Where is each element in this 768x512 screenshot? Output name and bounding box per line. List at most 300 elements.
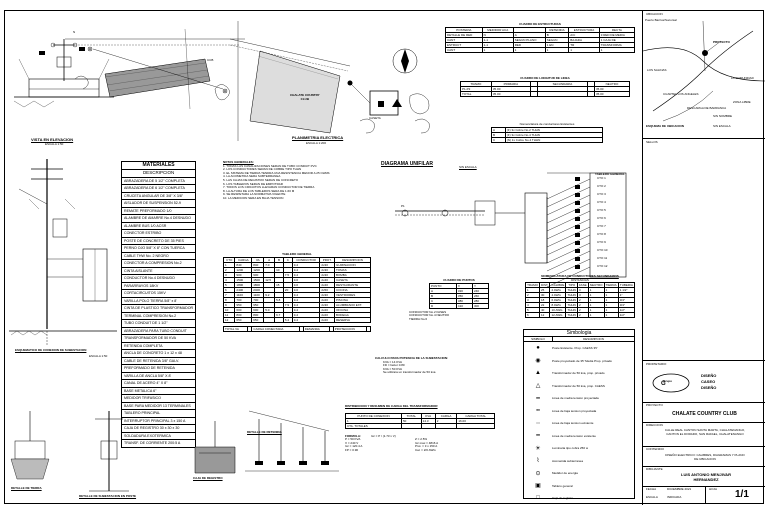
estructuras-header: RECTA xyxy=(599,27,634,32)
nomen2-cell: 4 xyxy=(526,303,540,308)
nomen2-header: NEUTRO xyxy=(589,283,603,288)
material-item: CINTA AISLANTE xyxy=(122,267,196,275)
tablero-cell: CASETA xyxy=(334,277,370,282)
legend-text: Medidor de energia xyxy=(552,471,578,476)
circuit-label: CTO 9 xyxy=(597,240,606,244)
club-plan-drawing xyxy=(230,21,440,151)
nomen2-cell: 1 xyxy=(588,308,604,313)
tablero-cell: PISCINA xyxy=(334,297,370,302)
tablero-cell: 1200 xyxy=(235,267,252,272)
material-item: ANCLA DE CONCRETO 1 x 12 x 48 xyxy=(122,350,196,358)
breaker-icon xyxy=(575,249,580,253)
nomen2-cell: THHN xyxy=(567,313,576,318)
fecha-hoja-area xyxy=(643,487,765,504)
tablero-cell: 5.4 xyxy=(283,317,292,322)
materials-row xyxy=(122,222,196,230)
tablero-cell: 2 xyxy=(224,267,235,272)
circuit-label: CTO 7 xyxy=(597,224,606,228)
map-place-label: SIN NOMBRE xyxy=(713,114,733,118)
dist-cell: 2 xyxy=(435,418,457,423)
estructuras-cell: 1 xyxy=(545,47,569,52)
map-place-label: ZONA LIBRE xyxy=(733,100,751,104)
tablero-footer-label: CARGA CONECTADA xyxy=(252,326,299,331)
nomen2-header: CALIBRE xyxy=(551,283,565,288)
formula-var: V = 240 V xyxy=(345,440,359,445)
contenido-area xyxy=(643,447,765,467)
tablero-cell: 2x30 xyxy=(320,272,335,277)
estructuras-cell: DETALLE DE RED xyxy=(446,32,483,37)
legend-symbol-icon: ▲ xyxy=(535,370,541,377)
nomen2-subtitle: DISTANCIAS xyxy=(571,277,589,282)
legend-row xyxy=(524,342,634,355)
map-place-label: LA COMUNIDAD xyxy=(731,76,754,80)
circuit-branch xyxy=(547,251,590,271)
estructuras-cell: 1-1 xyxy=(482,37,513,42)
calc-line: KVA = 14 KVA xyxy=(383,359,402,364)
estructuras-cell: 1 CAJA DE xyxy=(599,37,634,42)
longitud-cell: 35.00 xyxy=(491,86,530,91)
material-item: TUBO CONDUIT DE 1 1/2" xyxy=(122,320,196,328)
calculo-title: CALCULO PARA POTENCIA DE LA SUBESTACION: xyxy=(375,356,449,360)
materials-row xyxy=(122,282,196,290)
legend-row xyxy=(524,492,634,505)
tablero-cell: 3-4 xyxy=(292,272,320,277)
dibujante-label: DIBUJANTE xyxy=(646,467,663,471)
longitud-cell: 35.00 xyxy=(594,91,629,96)
puntos-cell: 240 xyxy=(472,288,488,293)
materials-row xyxy=(122,342,196,350)
material-item: ALAMBRE BUS 1/0 ACSR xyxy=(122,222,196,230)
club-name: CHALATE COUNTRY CLUB xyxy=(290,93,320,101)
legend-row xyxy=(524,355,634,368)
tablero-cell: 800 xyxy=(252,312,264,317)
esquematico-view xyxy=(9,159,117,359)
map-place-label: LOS SALINAS xyxy=(647,68,667,72)
fecha-value: DICIEMBRE 2021 xyxy=(667,487,692,491)
tablero-header: VA xyxy=(252,257,264,262)
materials-row xyxy=(122,275,196,283)
nomen2-cell: 1 1/2" xyxy=(618,288,634,293)
material-item: MEDIDOR TRIFASICO xyxy=(122,395,196,403)
estructuras-header: RETENIDA xyxy=(545,27,569,32)
breaker-icon xyxy=(575,233,580,237)
company-sub: DISEÑO CASEO DISEÑO xyxy=(701,373,717,390)
dist-cell: 14.3 xyxy=(421,418,435,423)
legend-text: Linea de media tension proyectada xyxy=(552,396,599,401)
circuit-branch xyxy=(547,211,590,231)
planimetria-title: PLANIMETRIA ELECTRICA xyxy=(292,135,344,140)
notes-block xyxy=(223,161,343,201)
materials-row xyxy=(122,252,196,260)
nomen2-cell: 18 xyxy=(540,298,550,303)
puntos-cell: 380 xyxy=(456,298,472,303)
longitud-header: NEUTRO xyxy=(594,81,629,86)
details-area xyxy=(9,401,343,501)
drawing-sheet xyxy=(4,10,764,504)
puntos-cell: 300 xyxy=(472,303,488,308)
formula-var: FP = 0.90 xyxy=(345,447,359,452)
materials-row xyxy=(122,185,196,193)
note-line: 3. EL SISTEMA DE TIERRA TENDRA UNA RESISTENCIA MENOR A 25 OHMS xyxy=(223,170,330,175)
distribucion-block xyxy=(345,405,517,453)
tablero-cell: 2x50 xyxy=(320,287,335,292)
dist-header: CARGA TOTAL xyxy=(457,413,495,418)
material-item: ABRAZADERA DE 6 1/2" COMPLETA xyxy=(122,185,196,193)
longitud-cell: P1-P2 xyxy=(461,86,492,91)
material-item: ABRAZADERA DE 5 1/2" COMPLETA xyxy=(122,177,196,185)
breaker-icon xyxy=(575,209,580,213)
nomen2-cell: THHN xyxy=(567,303,576,308)
note-line: 6. LOS TABLEROS SERAN DE EMPOTRAR xyxy=(223,181,283,186)
material-item: CORTACIRCUITOS 15KV xyxy=(122,290,196,298)
nomen2-cell: 3/4" xyxy=(618,298,634,303)
estructuras-cell: CANT xyxy=(446,37,483,42)
legend-text: Poste proyectado de 35' Media Prop. privado xyxy=(552,358,612,363)
materials-row xyxy=(122,365,196,373)
nomen2-cell: 6 xyxy=(526,313,540,318)
company-name: Grupo xyxy=(663,379,672,383)
puntos-cell: 280 xyxy=(472,298,488,303)
estructuras-cell: N xyxy=(482,32,513,37)
formula-var: Z = 2.5% xyxy=(415,437,428,442)
ccb-label: CCB xyxy=(207,58,214,62)
material-item: VARILLA DE ANCLA 5/8" X 8' xyxy=(122,372,196,380)
note-line: 1. TODAS LAS CANALIZACIONES SERAN DE TUBO CONDUIT PVC xyxy=(223,163,317,168)
legend-text: Tablero general xyxy=(552,483,573,488)
table-row xyxy=(492,137,603,142)
nomen2-cell: 1 xyxy=(604,293,618,298)
nomen2-header: FASE xyxy=(578,283,587,288)
tablero-cell: 6 xyxy=(224,287,235,292)
legend-text: Acometida subterranea xyxy=(552,458,584,463)
legend-row xyxy=(524,442,634,455)
estructuras-cell: CANT xyxy=(446,47,483,52)
nomen2-title: NOMENCLATURA DE CONDUCTORES SECUNDARIOS xyxy=(541,274,619,278)
material-item: CONECTOR ESTRIBO xyxy=(122,230,196,238)
formula-var: Cal. = 2/0 AWG xyxy=(415,447,436,452)
title-block xyxy=(642,11,765,505)
materials-row xyxy=(122,335,196,343)
material-item: BASE METALICA 6" xyxy=(122,387,196,395)
tablero-cell: VESTIDORES xyxy=(334,292,370,297)
puntos-note: CONDUCTOR No.4 NEUTRO xyxy=(409,313,450,318)
tablero-cell: 600 xyxy=(235,307,252,312)
tablero-cell: 2x40 xyxy=(320,282,335,287)
location-label: UBICACION xyxy=(646,12,663,16)
legend-row xyxy=(524,367,634,380)
materials-row xyxy=(122,327,196,335)
nomen2-header: DIST. xyxy=(541,283,549,288)
tablero-cell: 12 xyxy=(224,317,235,322)
circuit-branch xyxy=(547,235,590,255)
nomen2-cell: 2 xyxy=(577,308,588,313)
club-plan xyxy=(230,21,440,151)
circuit-branch xyxy=(547,203,590,223)
legend-text: Linea de baja tension existente xyxy=(552,421,594,426)
legend-text: Linea de baja tension proyectada xyxy=(552,408,597,413)
site-plan xyxy=(65,19,245,139)
tablero-header: CONDUCTOR xyxy=(292,257,320,262)
note-line: 7. TODOS LOS CIRCUITOS LLEVARAN CONDUCTOR DE TIERRA xyxy=(223,185,315,190)
note-line: 2. LOS CONDUCTORES SERAN DE COBRE TIPO THHN xyxy=(223,167,302,172)
circuit-label: CTO 12 xyxy=(597,264,608,268)
legend-row xyxy=(524,467,634,480)
tablero-cell: 1200 xyxy=(252,267,264,272)
nomen2-cell: 4 AWG xyxy=(550,293,566,298)
longitud-cell: 35.00 xyxy=(491,91,530,96)
materials-row xyxy=(122,260,196,268)
materials-row xyxy=(122,297,196,305)
estructuras-cell: A/C xyxy=(569,32,599,37)
esquematico-drawing xyxy=(9,159,117,349)
tablero-cell: 5 xyxy=(224,282,235,287)
longitud-cell xyxy=(530,91,537,96)
diagram-title: DIAGRAMA UNIFILAR xyxy=(381,161,434,167)
nomen2-cell: 2 xyxy=(577,303,588,308)
legend-row xyxy=(524,405,634,418)
tablero-cell: 6.7 xyxy=(275,312,284,317)
note-line: 5. LAS CAJAS DE REGISTRO SERAN DE CONCRETO xyxy=(223,177,299,182)
tablero-cell: 3-4 xyxy=(292,317,320,322)
proyecto-name: CHALATE COUNTRY CLUB xyxy=(672,411,737,417)
legend-row xyxy=(524,417,634,430)
nomen2-cell: THHN xyxy=(567,288,576,293)
nomen2-cell: 3 xyxy=(577,293,588,298)
tablero-cell: 3-4 xyxy=(292,262,320,267)
puntos-cell: 410 xyxy=(456,303,472,308)
map-place-label: DESCARGA DE BARRANCA xyxy=(687,106,727,110)
tablero-cell: 2x20 xyxy=(320,312,335,317)
tablero-header: B xyxy=(275,257,284,262)
nomen2-table xyxy=(525,275,635,318)
longitud-header: SECUNDARIA xyxy=(537,81,588,86)
table-row xyxy=(446,47,635,52)
materials-row xyxy=(122,192,196,200)
nomen1-cell: (F) 3x Cobre No.4 THHN xyxy=(505,132,602,137)
estructuras-cell: 1 xyxy=(513,47,545,52)
formula-var: Prot. = 3 x 150 A xyxy=(415,444,438,449)
tablero-header: DESCRIPCION xyxy=(334,257,370,262)
sellos-area xyxy=(643,139,765,361)
nomen2-cell: 2 xyxy=(577,298,588,303)
longitud-table xyxy=(460,77,630,97)
materials-row xyxy=(122,207,196,215)
tablero-cell: 650 xyxy=(235,317,252,322)
nomen2-cell: 3 xyxy=(526,298,540,303)
nomen2-cell: 1 xyxy=(604,308,618,313)
legend-text: Linea de media tension existente xyxy=(552,433,596,438)
tablero-header: CARGA xyxy=(235,257,252,262)
legend-symbol-icon: △ xyxy=(535,383,541,390)
tablero-cell: 2x30 xyxy=(320,262,335,267)
puntos-cell: 260 xyxy=(472,293,488,298)
vista-scale: ESCALA 1:50 xyxy=(45,142,64,146)
tablero-cell: 1100 xyxy=(252,292,264,297)
dist-total-label: CTA. TOTALES xyxy=(346,423,402,428)
propietario-area xyxy=(643,361,765,403)
materials-row xyxy=(122,290,196,298)
tablero-cell: RESTAURANTE xyxy=(334,282,370,287)
legend-symbol-icon: ╍ xyxy=(536,408,540,415)
estructuras-cell: TR xyxy=(569,42,599,47)
legend-text: Transformador de 50 kva, prop. privado xyxy=(552,371,605,376)
material-item: PARARRAYOS 18KV xyxy=(122,282,196,290)
dist-header: KVA xyxy=(421,413,435,418)
circuit-label: CTO 2 xyxy=(597,184,606,188)
nomen2-cell: 5 xyxy=(526,308,540,313)
materials-row xyxy=(122,200,196,208)
estructuras-cell: A xyxy=(513,32,545,37)
diagram-scale: SIN ESCALA xyxy=(459,165,477,169)
tablero-cell: 5.0 xyxy=(264,307,275,312)
estructuras-cell: ESTRUCT xyxy=(446,42,483,47)
propietario-label: PROPIETARIO xyxy=(646,362,667,366)
tablero-cell: BOMBA xyxy=(334,272,370,277)
legend-row xyxy=(524,392,634,405)
tablero-header: A xyxy=(264,257,275,262)
estructuras-header: MEDIDOR ACA xyxy=(482,27,513,32)
legend-row xyxy=(524,480,634,493)
circuit-label: CTO 10 xyxy=(597,248,608,252)
nomen2-cell: 1 xyxy=(604,288,618,293)
nomen2-cell: 1/2" xyxy=(618,308,634,313)
nomen2-cell: 3 xyxy=(577,288,588,293)
tablero-cell: 2x20 xyxy=(320,307,335,312)
tablero-cell: 2x40 xyxy=(320,277,335,282)
tablero-cell: 700 xyxy=(252,297,264,302)
puntos-cell: A xyxy=(430,288,457,293)
legend-row xyxy=(524,430,634,443)
tablero-cell: 1800 xyxy=(252,282,264,287)
planimetria-scale: ESCALA 1:200 xyxy=(306,141,327,145)
materials-row xyxy=(122,372,196,380)
material-item: CINTA DE PLASTICO TRANSFORMADOR xyxy=(122,305,196,313)
tablero-cell: 1100 xyxy=(235,292,252,297)
nomen1-cell: A xyxy=(492,127,506,132)
estructuras-cell: 1 xyxy=(569,47,599,52)
nomen1-cell: (F) 3x Cobre No.2 THHN xyxy=(505,127,602,132)
materials-row xyxy=(122,350,196,358)
notes-title: NOTAS GENERALES: xyxy=(223,160,254,164)
tablero-cell: 950 xyxy=(235,302,252,307)
nomen2-header: TIERRA xyxy=(605,283,617,288)
proyecto-area xyxy=(643,403,765,423)
material-item: BASE PARA MEDIDOR 13 TERMINALES xyxy=(122,402,196,410)
tablero-cell: 9 xyxy=(224,302,235,307)
estructuras-header: ESTRUCTURA xyxy=(569,27,599,32)
tablero-cell xyxy=(275,317,284,322)
longitud-cell xyxy=(537,91,588,96)
legend-row xyxy=(524,380,634,393)
circuit-label: CTO 3 xyxy=(597,192,606,196)
puntos-note: CONDUCTOR No.2 FASES xyxy=(409,309,447,314)
breaker-icon xyxy=(575,193,580,197)
note-line: 10. LA MEDICION SERA EN BAJA TENSION xyxy=(223,195,284,200)
nomen2-cell: 3/4" xyxy=(618,303,634,308)
caseta-label: CASETA xyxy=(369,116,381,120)
site-plan-drawing xyxy=(65,19,245,139)
direccion-area xyxy=(643,423,765,447)
estructuras-title: CUADRO DE ESTRUCTURAS xyxy=(519,22,561,26)
dist-header: PUNTO DE CONEXION xyxy=(346,413,402,418)
nomen2-cell: 2 AWG xyxy=(550,288,566,293)
tablero-cell: 15 xyxy=(275,282,284,287)
circuit-label: CTO 4 xyxy=(597,200,606,204)
escala-label: ESCALA xyxy=(646,495,658,499)
material-item: CANAL DE ACERO 4" X 8" xyxy=(122,380,196,388)
vista-title: VISTA EN ELEVACION xyxy=(31,137,74,142)
material-item: PREFORMADO DE RETENIDA xyxy=(122,365,196,373)
tablero-footer-label: PROTECCION xyxy=(333,326,366,331)
material-item: RETENIDA COMPLETA xyxy=(122,342,196,350)
esquema-title: ESQUEMA DE UBICACION xyxy=(646,124,684,128)
estructuras-header: POSTERIA xyxy=(446,27,483,32)
calc-line: FD = factor 0.80 xyxy=(383,363,405,368)
contenido-label: CONTENIDO xyxy=(646,447,664,451)
tablero-cell: 1500 xyxy=(235,277,252,282)
estructuras-cell: TRANSFORMA xyxy=(599,42,634,47)
material-item: CABLE DE RETENIDA 3/8" GALV. xyxy=(122,357,196,365)
svg-text:N: N xyxy=(73,30,76,34)
formula-title: FORMULA: xyxy=(345,433,361,438)
longitud-header: PRIMARIA xyxy=(491,81,530,86)
tablero-cell: 2x30 xyxy=(320,292,335,297)
dist-header: TOTAL xyxy=(402,413,422,418)
nomen2-cell: THHN xyxy=(567,293,576,298)
legend-text: Caja de registro xyxy=(552,496,574,501)
puntos-cell: C xyxy=(430,298,457,303)
tablero-cell: RESERVA xyxy=(334,317,370,322)
tablero-cell: 700 xyxy=(235,297,252,302)
breaker-icon xyxy=(575,257,580,261)
detail4-title: DETALLE DE RETENIDA xyxy=(247,430,282,434)
simbologia-col2: DESCRIPCION xyxy=(583,337,604,341)
material-item: SOLDADURA EXOTERMICA xyxy=(122,432,196,440)
estructuras-cell: 1 xyxy=(482,47,513,52)
circuit-label: CTO 6 xyxy=(597,216,606,220)
detail3-title: CAJA DE REGISTRO xyxy=(193,476,223,480)
tablero-cell: COCINA xyxy=(334,287,370,292)
puntos-cell: 320 xyxy=(456,288,472,293)
tablero-cell: 7.5 xyxy=(283,272,292,277)
tablero-cell xyxy=(264,317,275,322)
tablero-header: PROT. xyxy=(320,257,335,262)
dist-cell: 16.00 xyxy=(457,418,495,423)
tablero-cell: 840 xyxy=(252,262,264,267)
nomen2-cell: 30 xyxy=(540,293,550,298)
nomen2-cell: 1/2" xyxy=(618,313,634,318)
nomen2-cell: 2 xyxy=(526,293,540,298)
table-row xyxy=(461,91,630,96)
nomen2-cell: 40 xyxy=(540,308,550,313)
materials-row xyxy=(122,357,196,365)
tablero-cell: 2400 xyxy=(235,287,252,292)
nomen2-cell: 2 xyxy=(577,313,588,318)
proyecto-label: PROYECTO xyxy=(646,403,663,407)
breaker-icon xyxy=(575,217,580,221)
material-item: CAJA DE REGISTRO 30 x 30 x 30 xyxy=(122,425,196,433)
tablero-cell: 2x20 xyxy=(320,317,335,322)
estructuras-cell: 1 EN xyxy=(545,42,569,47)
materials-row xyxy=(122,305,196,313)
nomen2-cell: 6 AWG xyxy=(550,298,566,303)
tablero-cell: 4 xyxy=(224,277,235,282)
table-row xyxy=(224,317,371,322)
tablero-cell: 1500 xyxy=(252,277,264,282)
nomen2-cell: THHN xyxy=(567,298,576,303)
legend-symbol-icon: □ xyxy=(536,495,540,502)
estructuras-cell: 1-1 xyxy=(482,42,513,47)
